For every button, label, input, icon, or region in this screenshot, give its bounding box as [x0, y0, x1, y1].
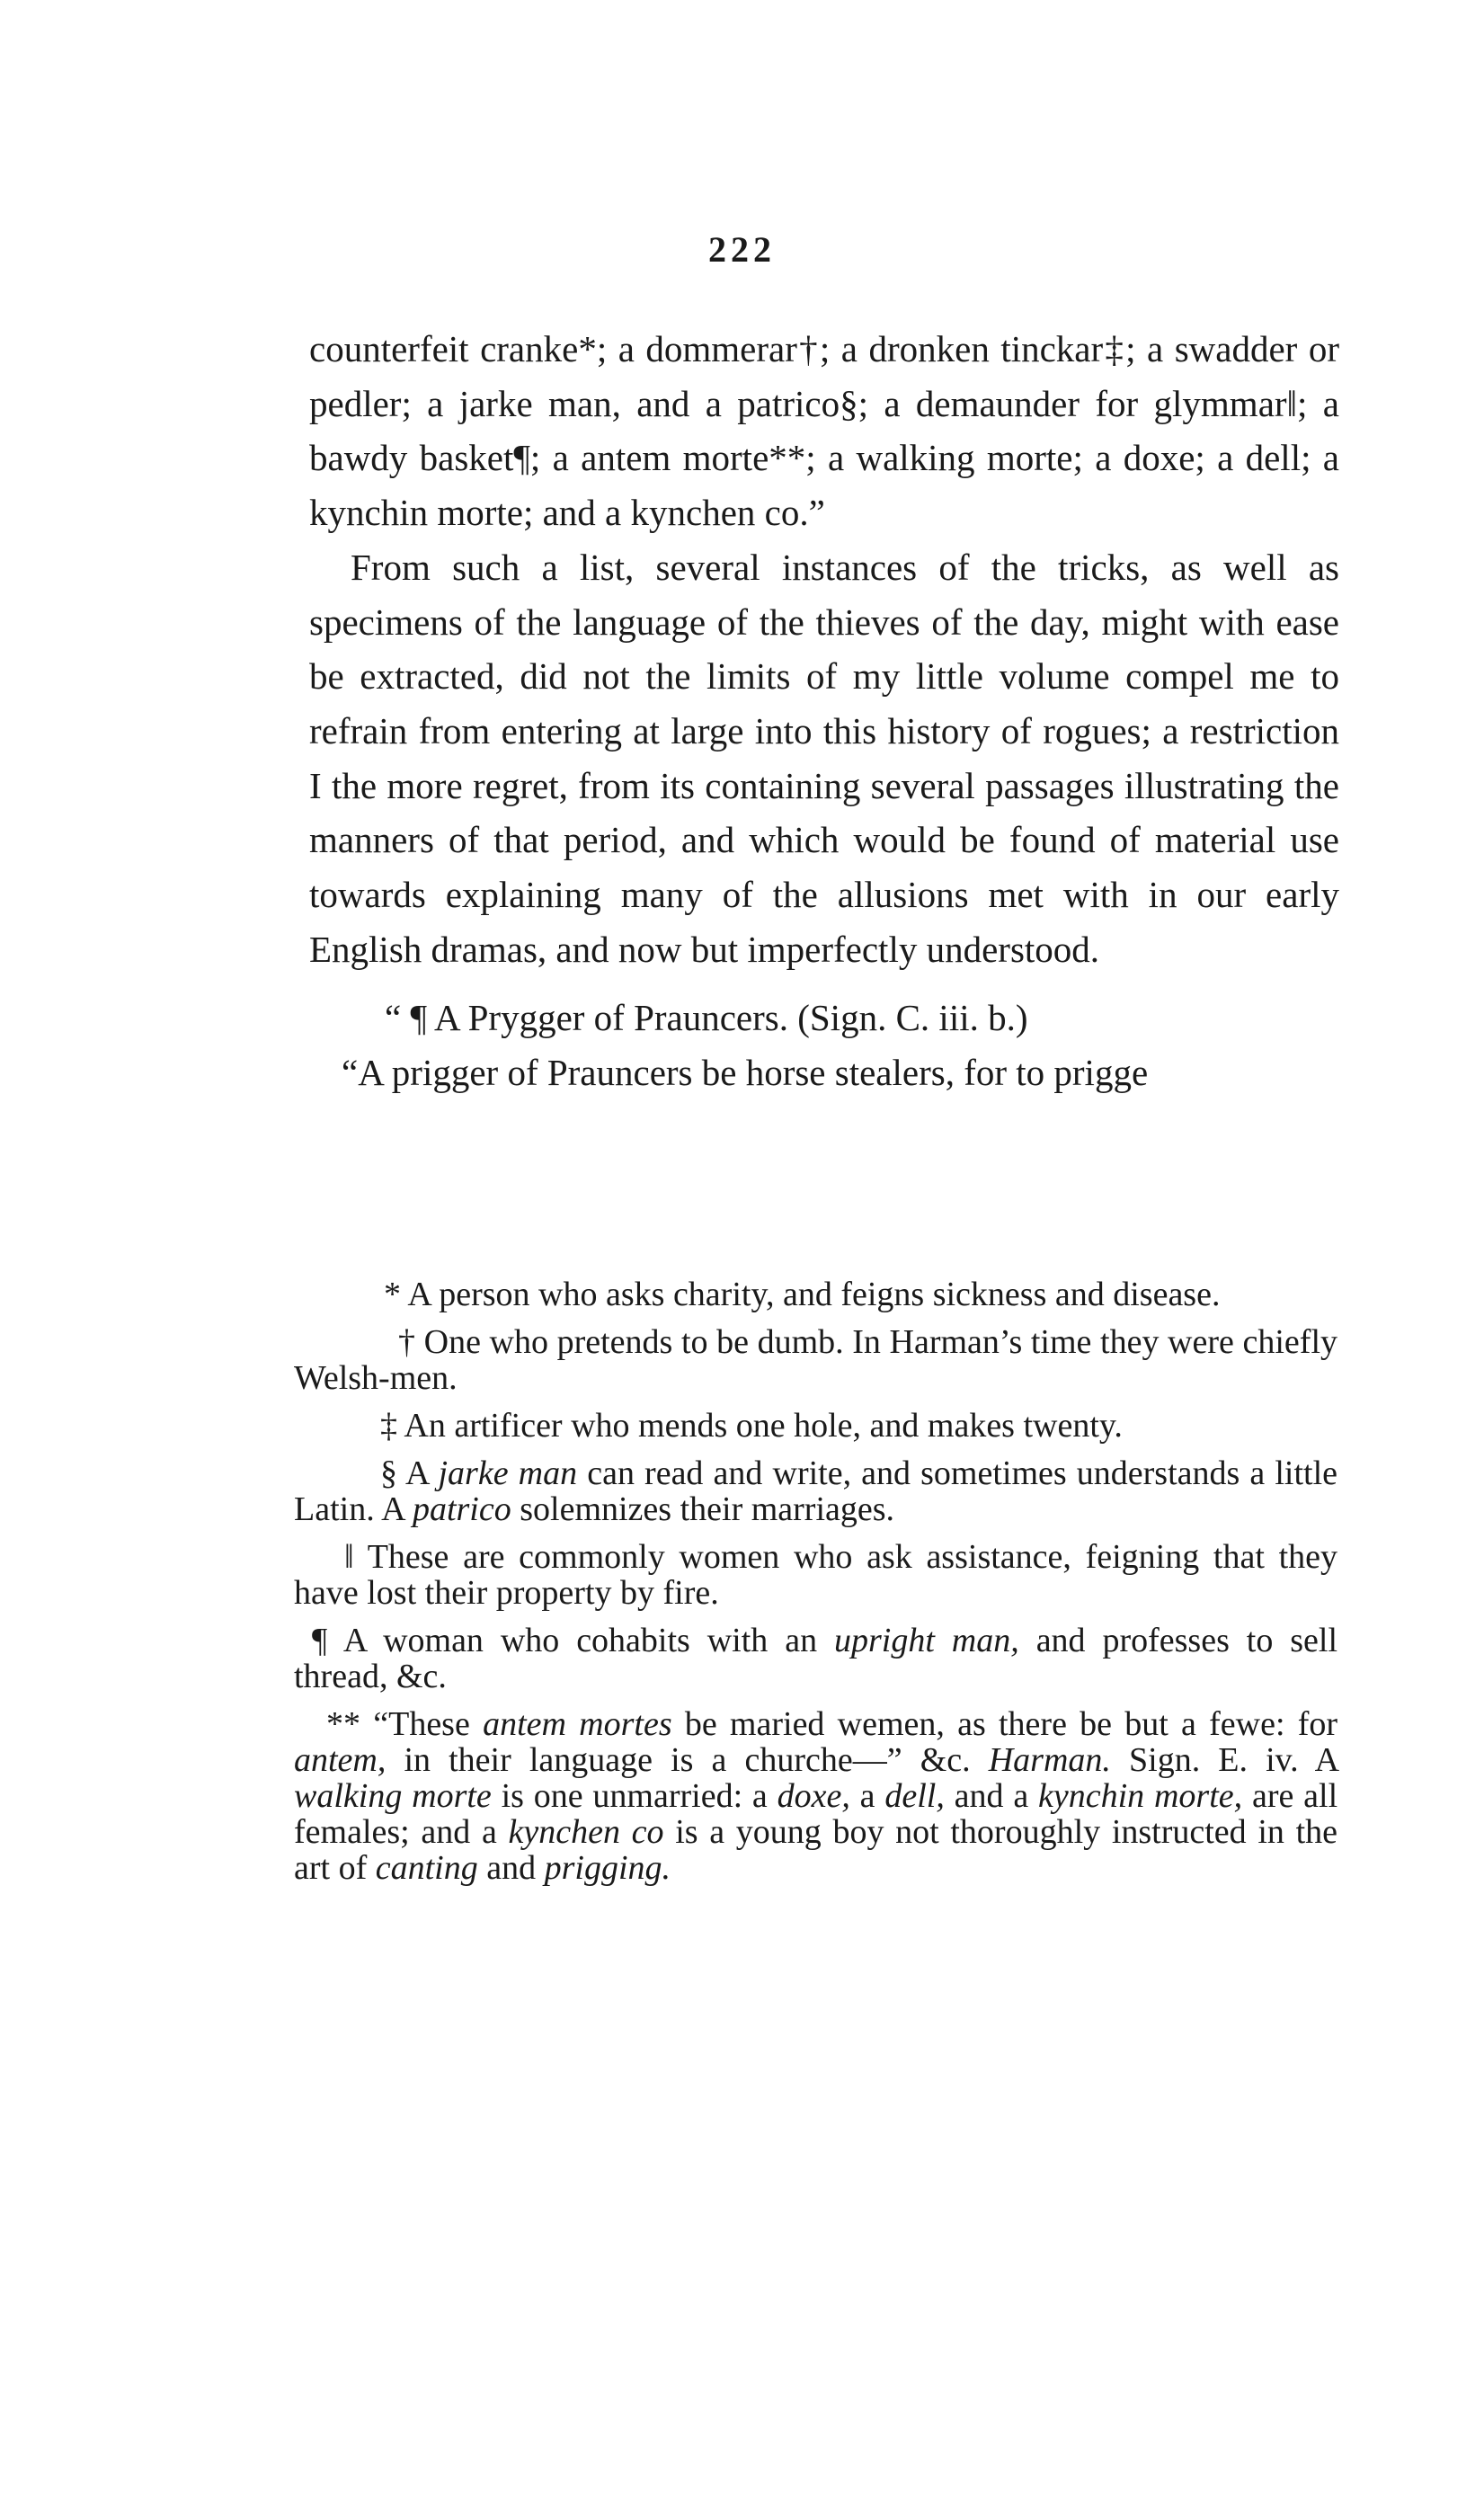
- paragraph-list-continuation: counterfeit cranke*; a dommerar†; a dronken tinckar‡; a swadder or pedler; a jarke man, and a patrico§; a demaunder for glymmar‖; a bawdy basket¶; a antem morte**; a walking morte; a doxe; a dell; a kynchin morte; and a kynchen co.”: [309, 328, 1339, 534]
- footnote-3: ‡ An artificer who mends one hole, and makes twenty.: [294, 1408, 1337, 1444]
- page-number: 222: [708, 229, 776, 270]
- footnote-mark: *: [384, 1276, 401, 1313]
- quote-prigger-of-prauncers: “A prigger of Prauncers be horse stealers, for to prigge: [342, 1052, 1149, 1094]
- footnotes: [294, 1276, 1337, 1898]
- footnote-mark: §: [380, 1454, 397, 1492]
- section-heading-prygger: “ ¶ A Prygger of Prauncers. (Sign. C. iii. b.): [385, 997, 1028, 1039]
- footnote-mark: **: [326, 1705, 360, 1743]
- footnote-mark: ‖: [344, 1538, 354, 1576]
- footnote-5: ‖ These are commonly women who ask assistance, feigning that they have lost their property by fire.: [294, 1538, 1337, 1612]
- footnote-4: § A jarke man can read and write, and sometimes understands a little Latin. A patrico solemnizes their marriages.: [294, 1454, 1338, 1528]
- footnote-mark: †: [398, 1323, 415, 1361]
- footnote-mark: ¶: [312, 1622, 328, 1659]
- main-text: [309, 322, 1339, 1100]
- footnote-7: ** “These antem mortes be maried wemen, as there be but a fewe: for antem, in their language is a churche—” &c. Harman. Sign. E. iv. A walking morte is one unmarried: a doxe, a dell, and a kynchin morte, are all females; and a kynchen co is a young boy not thoroughly instructed in the art of canting and prigging.: [294, 1705, 1338, 1887]
- footnote-2: † One who pretends to be dumb. In Harman’s time they were chiefly Welsh-men.: [294, 1323, 1338, 1397]
- footnote-mark: ‡: [380, 1407, 397, 1445]
- paragraph-from-such-a-list: From such a list, several instances of the tricks, as well as specimens of the language of the thieves of the day, might with ease be extracted, did not the limits of my little volume compel me to refrain from entering at large into this history of rogues; a restriction I the more regret, from its containing several passages illustrating the manners of that period, and which would be found of material use towards explaining many of the allusions met with in our early English dramas, and now but imperfectly understood.: [309, 546, 1339, 970]
- footnote-6: ¶ A woman who cohabits with an upright man, and professes to sell thread, &c.: [294, 1622, 1338, 1695]
- footnote-1: * A person who asks charity, and feigns sickness and disease.: [294, 1276, 1337, 1312]
